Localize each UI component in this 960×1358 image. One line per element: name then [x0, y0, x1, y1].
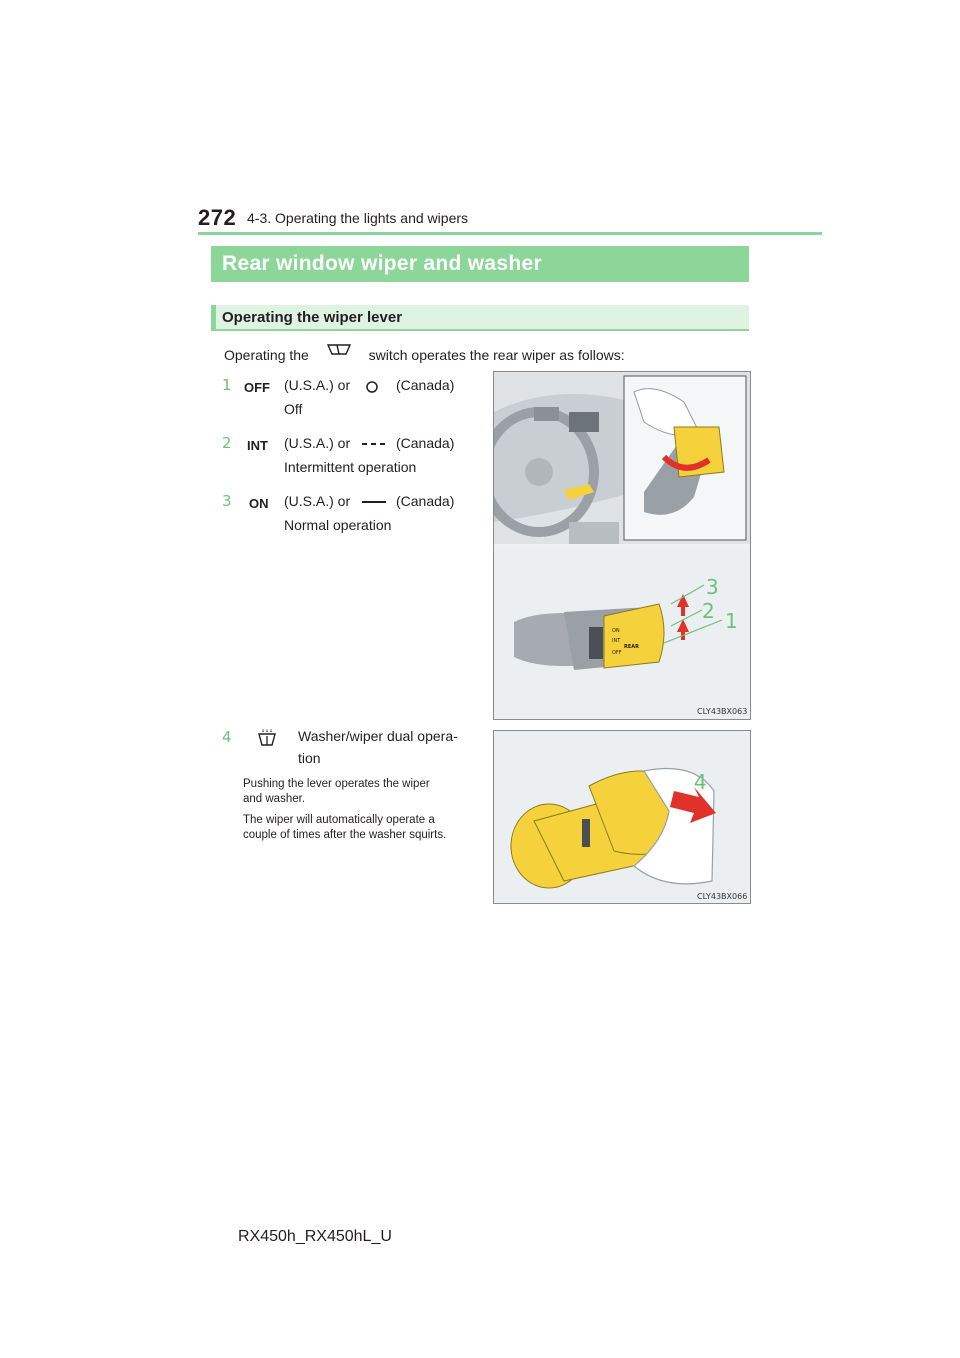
intro-after: switch operates the rear wiper as follows: — [368, 347, 625, 363]
item-3-canada-label: (Canada) — [396, 493, 455, 509]
item-3-symbol: ON — [249, 496, 269, 511]
note-2-line1: The wiper will automatically operate a — [243, 814, 435, 826]
figure-2-drawing — [494, 731, 750, 903]
item-4-note-1 — [243, 777, 480, 807]
circle-icon — [365, 380, 379, 399]
item-4-number: 4 — [222, 728, 232, 746]
callout-3: 3 — [706, 575, 719, 599]
item-1-canada-label: (Canada) — [396, 377, 455, 393]
item-2-us-label: (U.S.A.) or — [284, 435, 351, 451]
washer-icon — [256, 728, 278, 753]
item-1-us-label: (U.S.A.) or — [284, 377, 351, 393]
figure-washer-operation — [493, 730, 751, 904]
section-title: Rear window wiper and washer — [222, 252, 542, 275]
item-1-symbol: OFF — [244, 380, 270, 395]
page-number: 272 — [198, 205, 237, 230]
callout-1: 1 — [725, 609, 738, 633]
item-2-number: 2 — [222, 434, 232, 452]
item-3-us-label: (U.S.A.) or — [284, 493, 351, 509]
dashed-line-icon — [361, 437, 387, 455]
figure-wiper-lever-positions — [493, 371, 751, 720]
item-4-note-2 — [243, 813, 480, 843]
rear-wiper-icon — [313, 342, 365, 363]
lever-label-off: OFF — [612, 650, 622, 656]
item-2-canada-label: (Canada) — [396, 435, 455, 451]
running-head: 4-3. Operating the lights and wipers — [247, 210, 469, 226]
callout-2: 2 — [702, 599, 715, 623]
note-2-line2: couple of times after the washer squirts. — [243, 829, 447, 841]
figure-1-drawing — [494, 372, 750, 719]
item-1-description: Off — [284, 401, 303, 417]
header-rule — [198, 232, 822, 235]
item-3-description: Normal operation — [284, 517, 392, 533]
item-4-line2: tion — [298, 750, 321, 766]
item-1-number: 1 — [222, 376, 232, 394]
lever-label-rear: REAR — [624, 644, 639, 650]
callout-4: 4 — [694, 770, 707, 794]
figure-1-code: CLY43BX063 — [697, 707, 748, 716]
lever-label-int: INT — [612, 638, 621, 644]
item-4-line1: Washer/wiper dual opera- — [298, 728, 458, 744]
intro-before: Operating the — [224, 347, 309, 363]
subsection-title: Operating the wiper lever — [222, 309, 403, 326]
figure-2-code: CLY43BX066 — [697, 892, 748, 901]
item-2-symbol: INT — [247, 438, 268, 453]
note-1-line1: Pushing the lever operates the wiper — [243, 778, 430, 790]
item-3-number: 3 — [222, 492, 232, 510]
note-1-line2: and washer. — [243, 793, 306, 805]
lever-label-on: ON — [612, 628, 620, 634]
intro-sentence — [224, 342, 625, 363]
solid-line-icon — [361, 495, 387, 513]
model-code-footer: RX450h_RX450hL_U — [238, 1228, 392, 1245]
item-2-description: Intermittent operation — [284, 459, 417, 475]
